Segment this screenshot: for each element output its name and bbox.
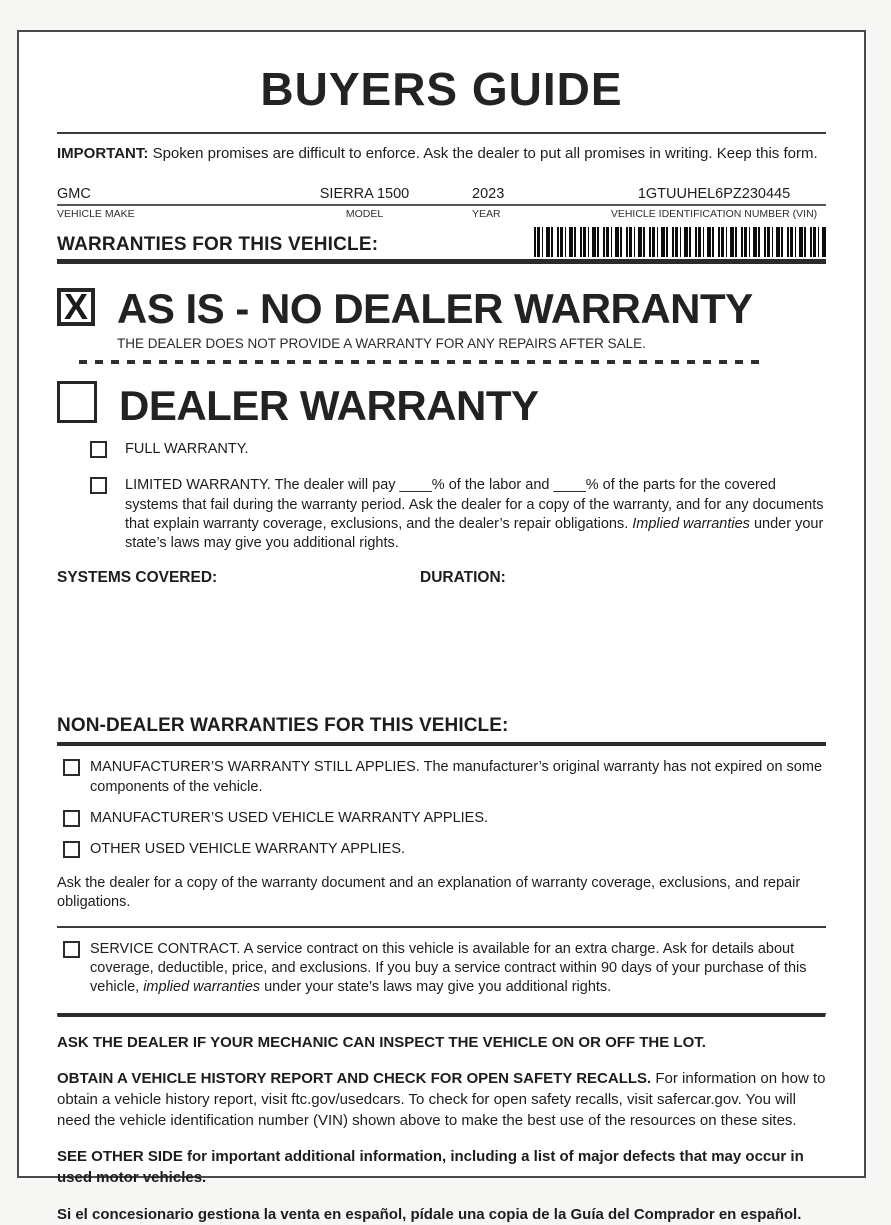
spanish-paragraph: Si el concesionario gestiona la venta en español, pídale una copia de la Guía del Comprador en español. [57, 1205, 802, 1223]
top-divider [57, 132, 826, 134]
vehicle-model-label: MODEL [345, 208, 384, 220]
dealer-warranty-title: DEALER WARRANTY [119, 382, 539, 429]
vehicle-vin-value: 1GTUUHEL6PZ230445 [637, 186, 791, 202]
vehicle-year-value: 2023 [472, 186, 505, 202]
as-is-section [57, 285, 826, 351]
non-dealer-section [57, 715, 826, 1225]
vehicle-history-paragraph [57, 1069, 826, 1131]
manufacturer-warranty-body: The manufacturer’s original warranty has not expired on some components of the vehicle. [90, 759, 823, 795]
warranties-header-row [57, 227, 826, 259]
ask-dealer-paragraph: ASK THE DEALER IF YOUR MECHANIC CAN INSPECT THE VEHICLE ON OR OFF THE LOT. [57, 1033, 706, 1051]
other-used-warranty-lead: OTHER USED VEHICLE WARRANTY APPLIES. [90, 841, 406, 858]
manufacturer-warranty-text [90, 758, 826, 797]
manufacturer-used-warranty-checkbox[interactable] [63, 810, 80, 827]
as-is-checkbox[interactable] [57, 288, 95, 326]
vehicle-make-label: VEHICLE MAKE [57, 208, 135, 220]
limited-warranty-tail: under your state’s laws may give you additional rights. [125, 515, 824, 552]
vehicle-make-value: GMC [57, 186, 91, 202]
vehicle-vin-label: VEHICLE IDENTIFICATION NUMBER (VIN) [610, 208, 818, 220]
full-warranty-checkbox[interactable] [90, 441, 107, 458]
vehicle-history-lead: OBTAIN A VEHICLE HISTORY REPORT AND CHECK FOR OPEN SAFETY RECALLS. [57, 1070, 652, 1088]
warranty-document-note: Ask the dealer for a copy of the warranty document and an explanation of warranty coverage, exclusions, and repair obligations. [57, 874, 801, 911]
full-warranty-item [90, 440, 826, 459]
systems-duration-row [57, 569, 826, 587]
dealer-warranty-checkbox[interactable] [57, 381, 97, 423]
vin-barcode [534, 227, 826, 257]
limited-warranty-checkbox[interactable] [90, 477, 107, 494]
important-text: Spoken promises are difficult to enforce. Ask the dealer to put all promises in writing. Keep this form. [152, 145, 818, 162]
manufacturer-warranty-checkbox[interactable] [63, 759, 80, 776]
service-contract-tail: under your state’s laws may give you additional rights. [264, 979, 612, 996]
see-other-side-paragraph: SEE OTHER SIDE for important additional information, including a list of major defects that may occur in used motor vehicles. [57, 1148, 804, 1186]
important-notice [57, 145, 826, 162]
limited-warranty-text [125, 476, 826, 553]
service-contract-checkbox[interactable] [63, 941, 80, 958]
non-dealer-divider [57, 742, 826, 746]
duration-label: DURATION: [420, 569, 506, 587]
full-warranty-label: FULL WARRANTY. [125, 441, 249, 457]
manufacturer-warranty-lead: MANUFACTURER’S WARRANTY STILL APPLIES. [90, 759, 420, 776]
limited-warranty-italic: Implied warranties [632, 515, 750, 532]
limited-warranty-item [90, 476, 826, 553]
service-contract-italic: implied warranties [143, 979, 261, 996]
vehicle-labels-row [57, 208, 826, 220]
manufacturer-used-warranty-item [63, 809, 826, 828]
vehicle-history-body: For information on how to obtain a vehicle history report, visit ftc.gov/usedcars. To check for open safety recalls, visit safercar.gov. You will need the vehicle identification number (VIN) shown above to make the best use of the resources on these sites. [57, 1070, 826, 1129]
important-label: IMPORTANT: [57, 145, 149, 162]
vehicle-model-value: SIERRA 1500 [319, 186, 410, 202]
limited-warranty-body: The dealer will pay ____% of the labor and ____% of the parts for the covered systems that fail during the warranty period. Ask the dealer for a copy of the warranty, and for any documents that explain warranty coverage, exclusions, and the dealer’s repair obligations. [125, 477, 824, 532]
limited-warranty-lead: LIMITED WARRANTY. [125, 477, 271, 494]
service-contract-lead: SERVICE CONTRACT. [90, 940, 241, 957]
service-contract-item [63, 940, 826, 998]
warranties-divider [57, 259, 826, 264]
footer-divider [57, 1013, 826, 1017]
other-used-warranty-item [63, 840, 826, 859]
buyers-guide-document [17, 30, 866, 1223]
vehicle-year-label: YEAR [472, 208, 501, 220]
dashed-divider [79, 360, 766, 364]
dealer-warranty-section [57, 381, 826, 427]
other-used-warranty-checkbox[interactable] [63, 841, 80, 858]
service-contract-text [90, 940, 826, 998]
service-contract-body: A service contract on this vehicle is available for an extra charge. Ask for details about coverage, deductible, price, and exclusions. If you buy a service contract within 90 days of your purchase of this vehicle, [90, 940, 807, 996]
service-contract-divider [57, 926, 826, 928]
systems-covered-label: SYSTEMS COVERED: [57, 569, 218, 587]
non-dealer-heading: NON-DEALER WARRANTIES FOR THIS VEHICLE: [57, 715, 509, 737]
vehicle-values-row [57, 186, 826, 206]
as-is-check-mark: X [63, 286, 88, 327]
page-title: BUYERS GUIDE [260, 63, 623, 115]
as-is-title: AS IS - NO DEALER WARRANTY [117, 285, 753, 332]
manufacturer-warranty-item [63, 758, 826, 797]
manufacturer-used-warranty-lead: MANUFACTURER’S USED VEHICLE WARRANTY APPLIES. [90, 809, 489, 826]
as-is-subtitle: THE DEALER DOES NOT PROVIDE A WARRANTY FOR ANY REPAIRS AFTER SALE. [117, 336, 646, 351]
warranties-heading: WARRANTIES FOR THIS VEHICLE: [57, 234, 379, 255]
